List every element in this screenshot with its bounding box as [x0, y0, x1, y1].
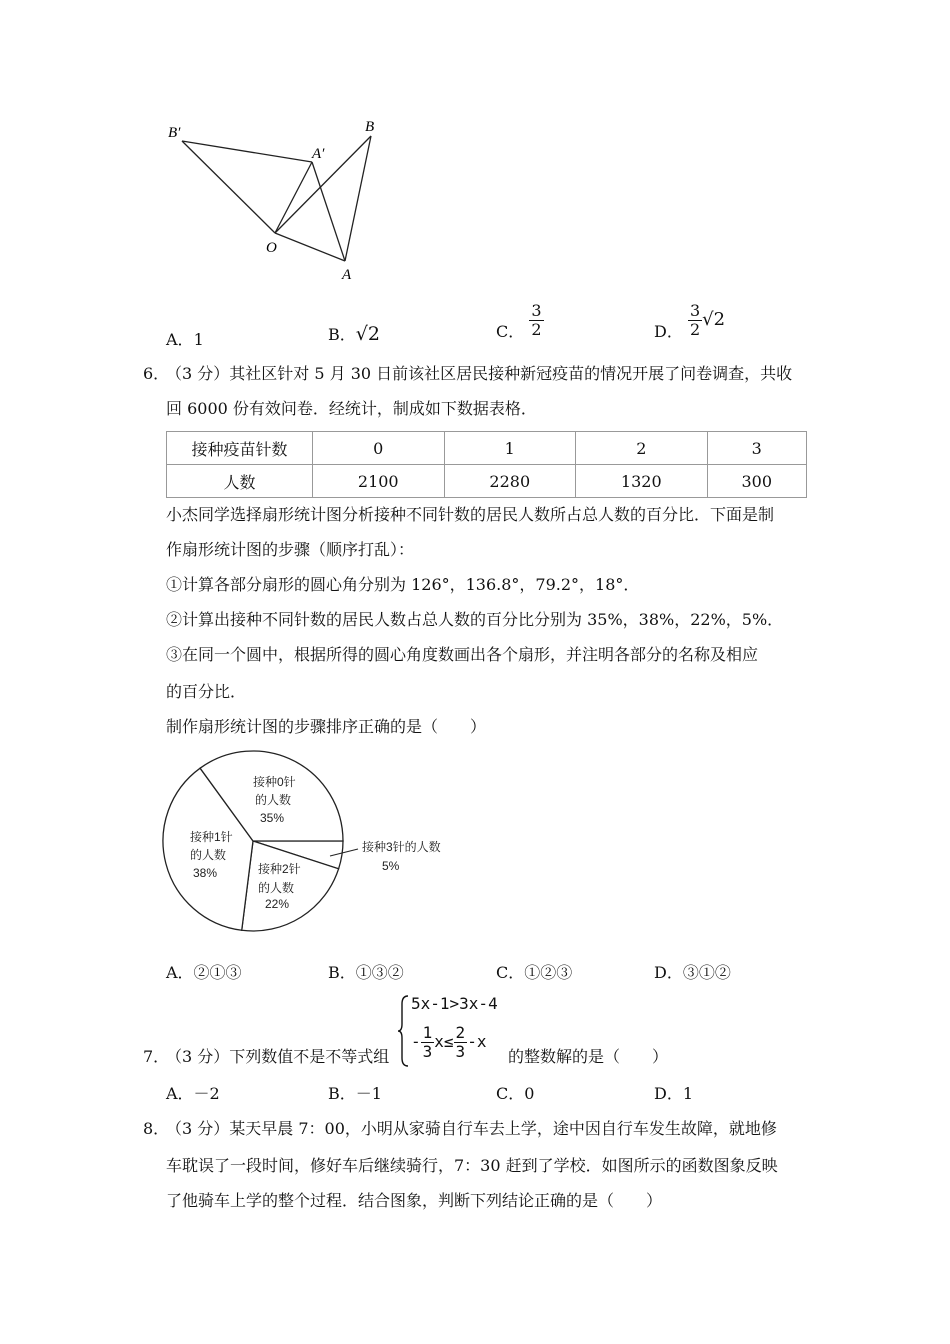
segment-b-prime-a-prime [182, 141, 312, 162]
table-cell: 2100 [313, 465, 445, 498]
segment-b-prime-o [182, 141, 275, 233]
pie-chart [160, 750, 460, 935]
q7-prefix: （3 分）下列数值不是不等式组 [166, 1047, 390, 1066]
q6-step3a: ③在同一个圆中，根据所得的圆心角度数画出各个扇形，并注明各部分的名称及相应 [166, 645, 759, 664]
slice-label-2-line1: 接种2针 [258, 862, 301, 876]
q6-step2: ②计算出接种不同针数的居民人数占总人数的百分比分别为 35%，38%，22%，5%． [166, 610, 784, 629]
label-a-prime: A′ [312, 146, 325, 162]
table-cell: 0 [313, 432, 445, 465]
q6-step1: ①计算各部分扇形的圆心角分别为 126°，136.8°，79.2°，18°． [166, 575, 640, 594]
q7-number: 7． [143, 1047, 170, 1066]
segment-a-prime-a [312, 162, 345, 261]
q6-line2: 回 6000 份有效问卷．经统计，制成如下数据表格． [166, 399, 537, 418]
geometry-figure [160, 112, 400, 292]
inequality-1: 5x-1>3x-4 [411, 994, 498, 1013]
segment-b-a [345, 136, 371, 261]
q6-question: 制作扇形统计图的步骤排序正确的是（ ） [166, 717, 487, 736]
q6-number: 6． [143, 364, 170, 383]
table-cell: 2 [576, 432, 708, 465]
q6-step3b: 的百分比． [166, 682, 247, 701]
label-b: B [365, 119, 375, 135]
q6-para1a: 小杰同学选择扇形统计图分析接种不同针数的居民人数所占总人数的百分比．下面是制 [166, 505, 775, 524]
slice-label-1-line1: 接种1针 [190, 830, 233, 844]
slice-label-1-pct: 38% [193, 866, 218, 880]
slice-label-0-line1: 接种0针 [253, 775, 296, 789]
q5-option-b[interactable]: B．√2 [328, 323, 380, 345]
inequality-2: - $\frac{1}{3}$ x≤ $\frac{2}{3}$ -x [411, 1023, 487, 1061]
q6-option-a[interactable]: A．②①③ [166, 963, 242, 982]
slice-label-0-pct: 35% [260, 811, 285, 825]
q6-option-c[interactable]: C．①②③ [496, 963, 573, 982]
q8-number: 8． [143, 1119, 170, 1138]
q6-option-d[interactable]: D．③①② [654, 963, 731, 982]
label-o: O [266, 240, 277, 256]
q6-option-b[interactable]: B．①③② [328, 963, 404, 982]
q8-line1: （3 分）某天早晨 7：00，小明从家骑自行车去上学，途中因自行车发生故障，就地修 [166, 1119, 777, 1138]
q5-option-c[interactable]: C． $\frac{3}{2}$ [496, 301, 542, 341]
table-row [167, 465, 807, 498]
table-cell: 1320 [576, 465, 708, 498]
table-cell: 接种疫苗针数 [167, 432, 313, 465]
slice-label-2-line2: 的人数 [258, 881, 295, 895]
slice-label-3-pct: 5% [382, 859, 400, 873]
table-cell: 1 [444, 432, 576, 465]
q6-para1b: 作扇形统计图的步骤（顺序打乱）： [166, 540, 415, 559]
brace-icon [398, 994, 410, 1068]
q7-option-b[interactable]: B．－1 [328, 1084, 382, 1103]
slice-label-0-line2: 的人数 [255, 793, 292, 807]
slice-label-3-line1: 接种3针的人数 [362, 840, 441, 854]
table-cell: 3 [707, 432, 806, 465]
q6-line1: （3 分）其社区针对 5 月 30 日前该社区居民接种新冠疫苗的情况开展了问卷调查，共收 [166, 364, 793, 383]
q7-option-d[interactable]: D．1 [654, 1084, 694, 1103]
label-a: A [342, 267, 352, 283]
table-cell: 2280 [444, 465, 576, 498]
q5-option-d[interactable]: D． $\frac{3}{2}$ √2 [654, 301, 726, 341]
q7-suffix: 的整数解的是（ ） [508, 1047, 669, 1066]
q7-option-a[interactable]: A．－2 [166, 1084, 220, 1103]
vaccine-data-table [166, 431, 807, 498]
q5-option-a[interactable]: A．1 [166, 330, 204, 349]
table-cell: 300 [707, 465, 806, 498]
label-b-prime: B′ [168, 125, 181, 141]
q7-option-c[interactable]: C．0 [496, 1084, 535, 1103]
segment-o-a [275, 233, 345, 261]
slice-label-2-pct: 22% [265, 897, 290, 911]
table-cell: 人数 [167, 465, 313, 498]
segment-a-prime-o [275, 162, 312, 233]
q8-line2: 车耽误了一段时间，修好车后继续骑行，7：30 赶到了学校．如图所示的函数图象反映 [166, 1156, 778, 1175]
q8-line3: 了他骑车上学的整个过程．结合图象，判断下列结论正确的是（ ） [166, 1191, 663, 1210]
table-header-row [167, 432, 807, 465]
slice-label-1-line2: 的人数 [190, 848, 227, 862]
